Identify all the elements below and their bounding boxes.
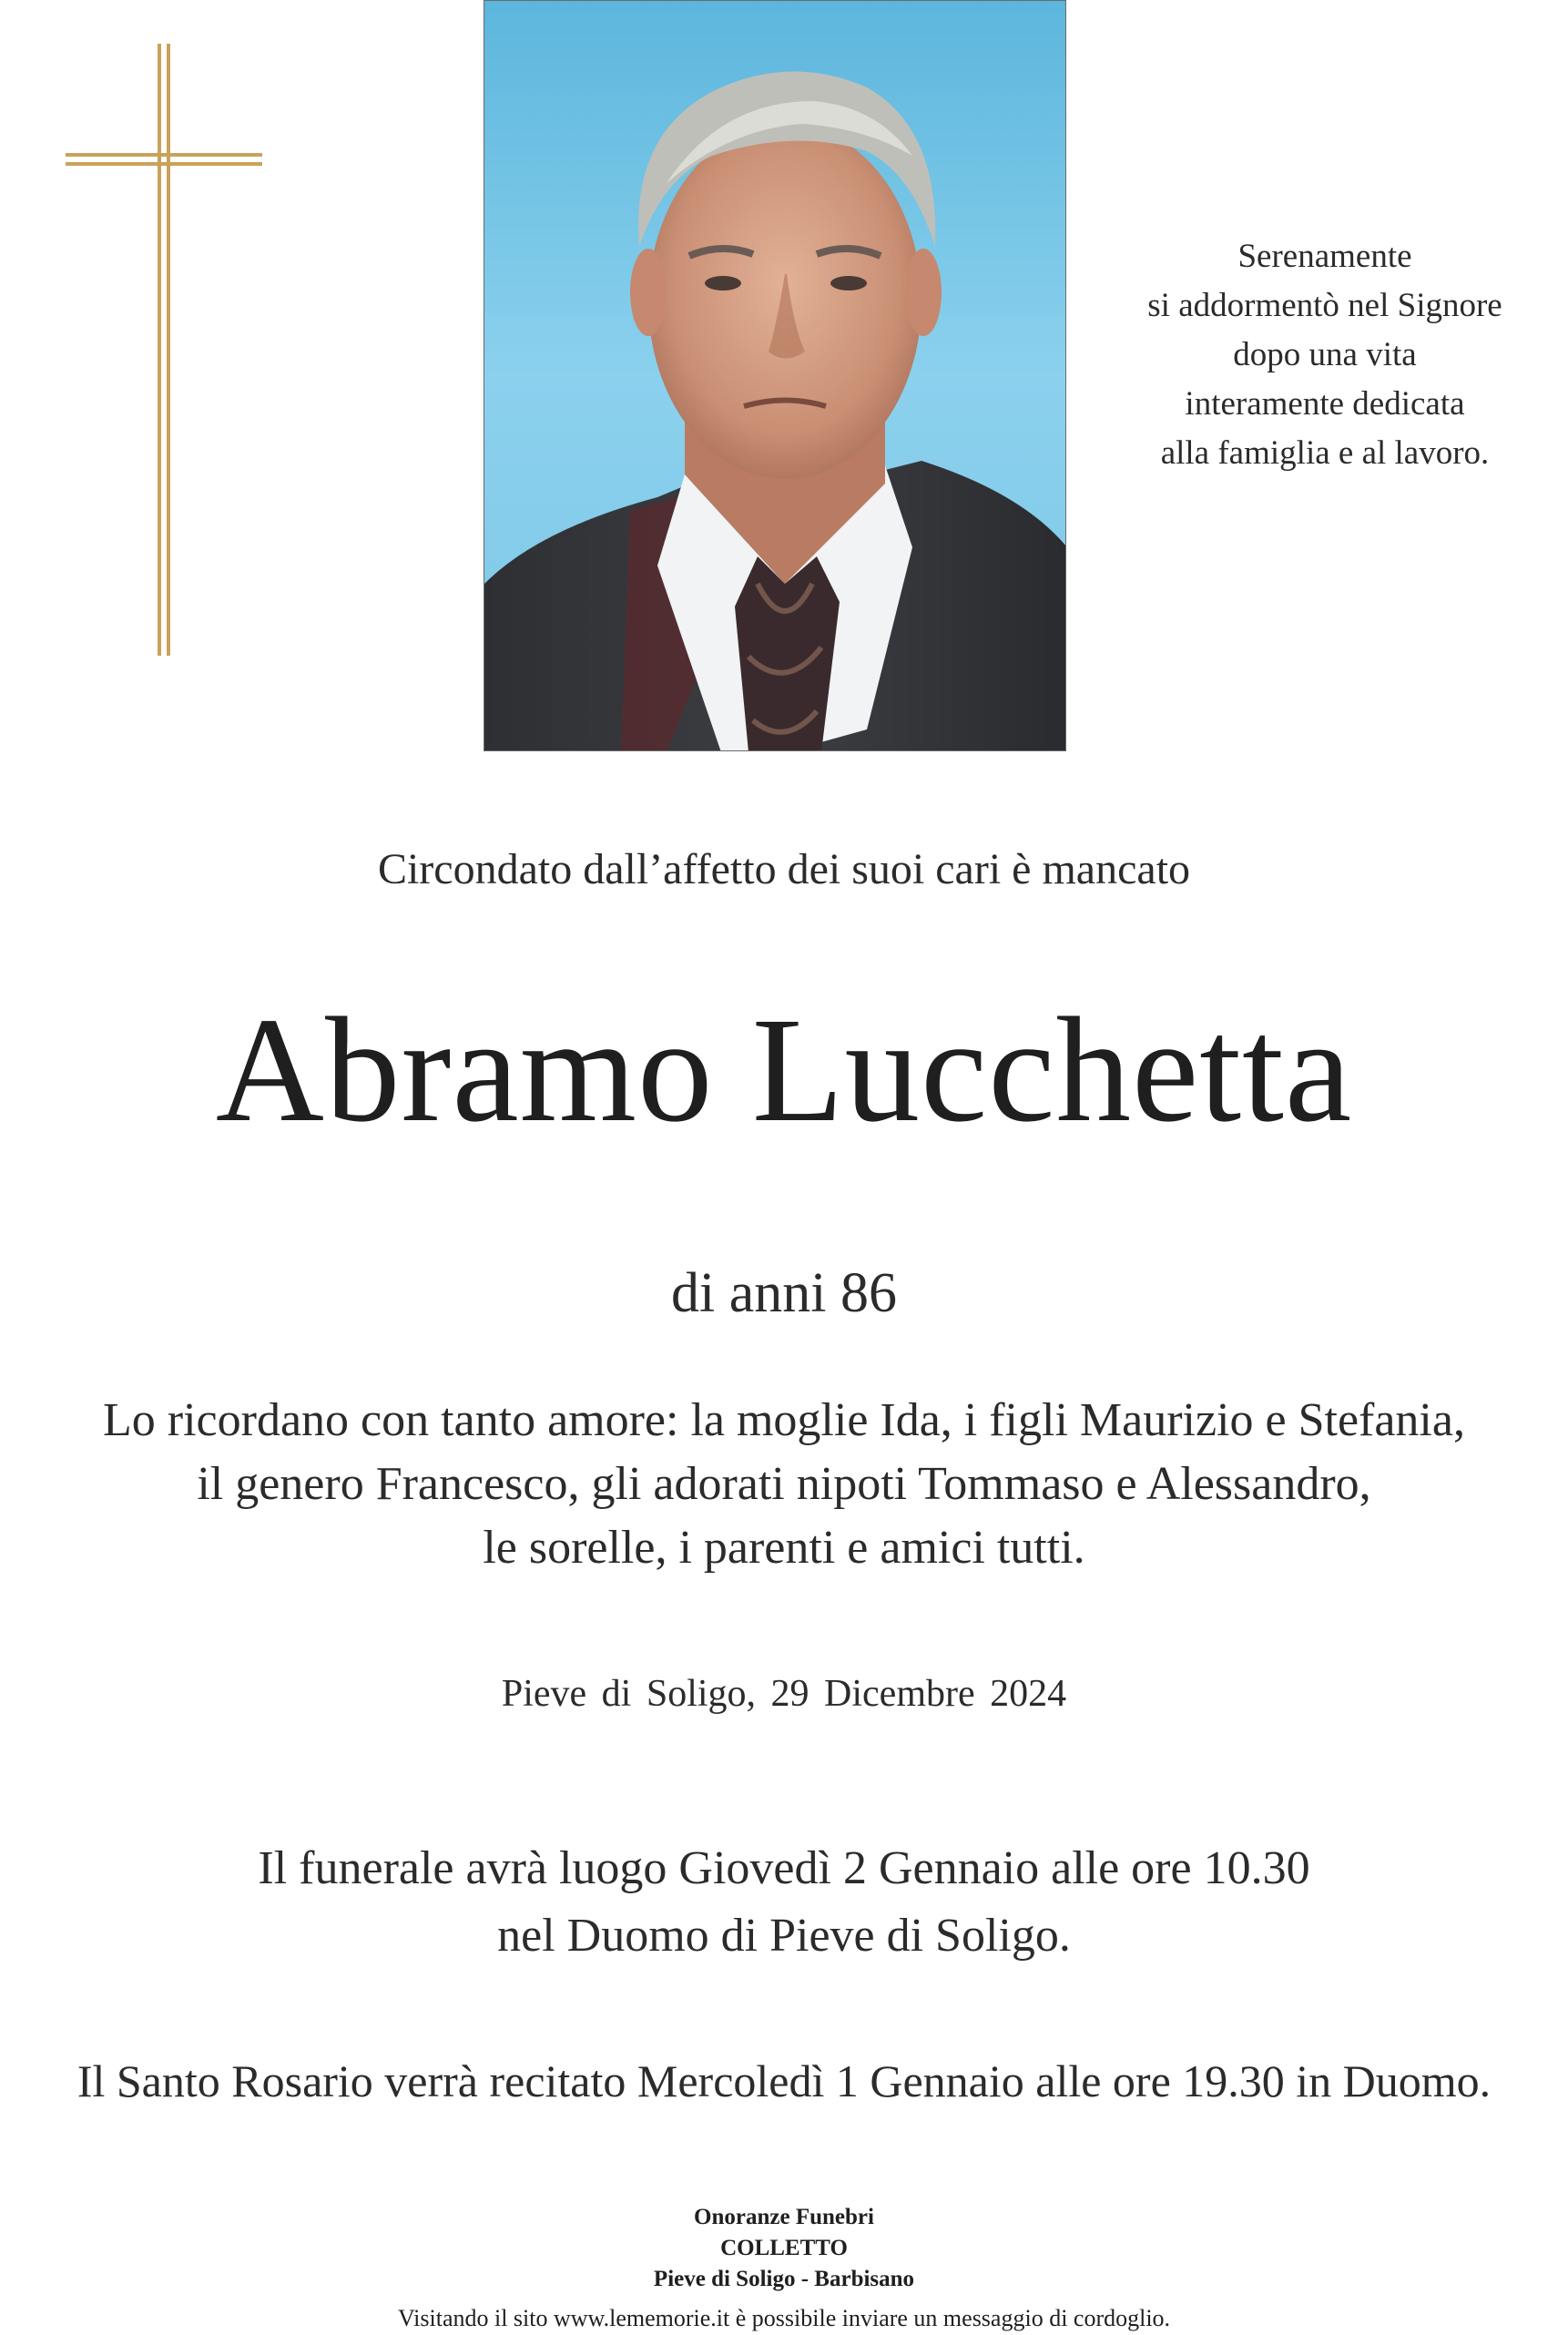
family-line: Lo ricordano con tanto amore: la moglie Ida, i figli Maurizio e Stefania, bbox=[103, 1394, 1465, 1446]
website-note: Visitando il sito www.lememorie.it è possibile inviare un messaggio di cordoglio. bbox=[397, 2305, 1171, 2331]
family-line: il genero Francesco, gli adorati nipoti Tommaso e Alessandro, bbox=[197, 1458, 1371, 1510]
place-date: Pieve di Soligo, 29 Dicembre 2024 bbox=[501, 1673, 1067, 1715]
epigraph-line: Serenamente bbox=[1237, 238, 1412, 275]
cross-icon bbox=[66, 44, 262, 656]
epigraph-line: interamente dedicata bbox=[1185, 385, 1465, 423]
age-text: di anni 86 bbox=[671, 1262, 897, 1324]
family-line: le sorelle, i parenti e amici tutti. bbox=[483, 1522, 1085, 1574]
intro-text: Circondato dall’affetto dei suoi cari è mancato bbox=[377, 845, 1191, 893]
funeral-home-location: Pieve di Soligo - Barbisano bbox=[653, 2267, 915, 2291]
funeral-home-name: COLLETTO bbox=[720, 2236, 848, 2260]
epigraph-line: si addormentò nel Signore bbox=[1147, 287, 1502, 324]
deceased-name: Abramo Lucchetta bbox=[215, 986, 1353, 1153]
portrait-photo bbox=[484, 0, 1066, 751]
funeral-home-footer bbox=[0, 2202, 1568, 2335]
funeral-info bbox=[0, 1835, 1568, 1970]
epigraph bbox=[1106, 232, 1543, 478]
family-message bbox=[0, 1389, 1568, 1580]
epigraph-line: dopo una vita bbox=[1233, 336, 1417, 373]
funeral-line: nel Duomo di Pieve di Soligo. bbox=[497, 1910, 1071, 1962]
funeral-line: Il funerale avrà luogo Giovedì 2 Gennaio alle ore 10.30 bbox=[258, 1842, 1310, 1894]
funeral-home-line: Onoranze Funebri bbox=[694, 2205, 874, 2229]
rosary-info: Il Santo Rosario verrà recitato Mercoledì 1 Gennaio alle ore 19.30 in Duomo. bbox=[76, 2055, 1492, 2106]
epigraph-line: alla famiglia e al lavoro. bbox=[1160, 434, 1490, 472]
